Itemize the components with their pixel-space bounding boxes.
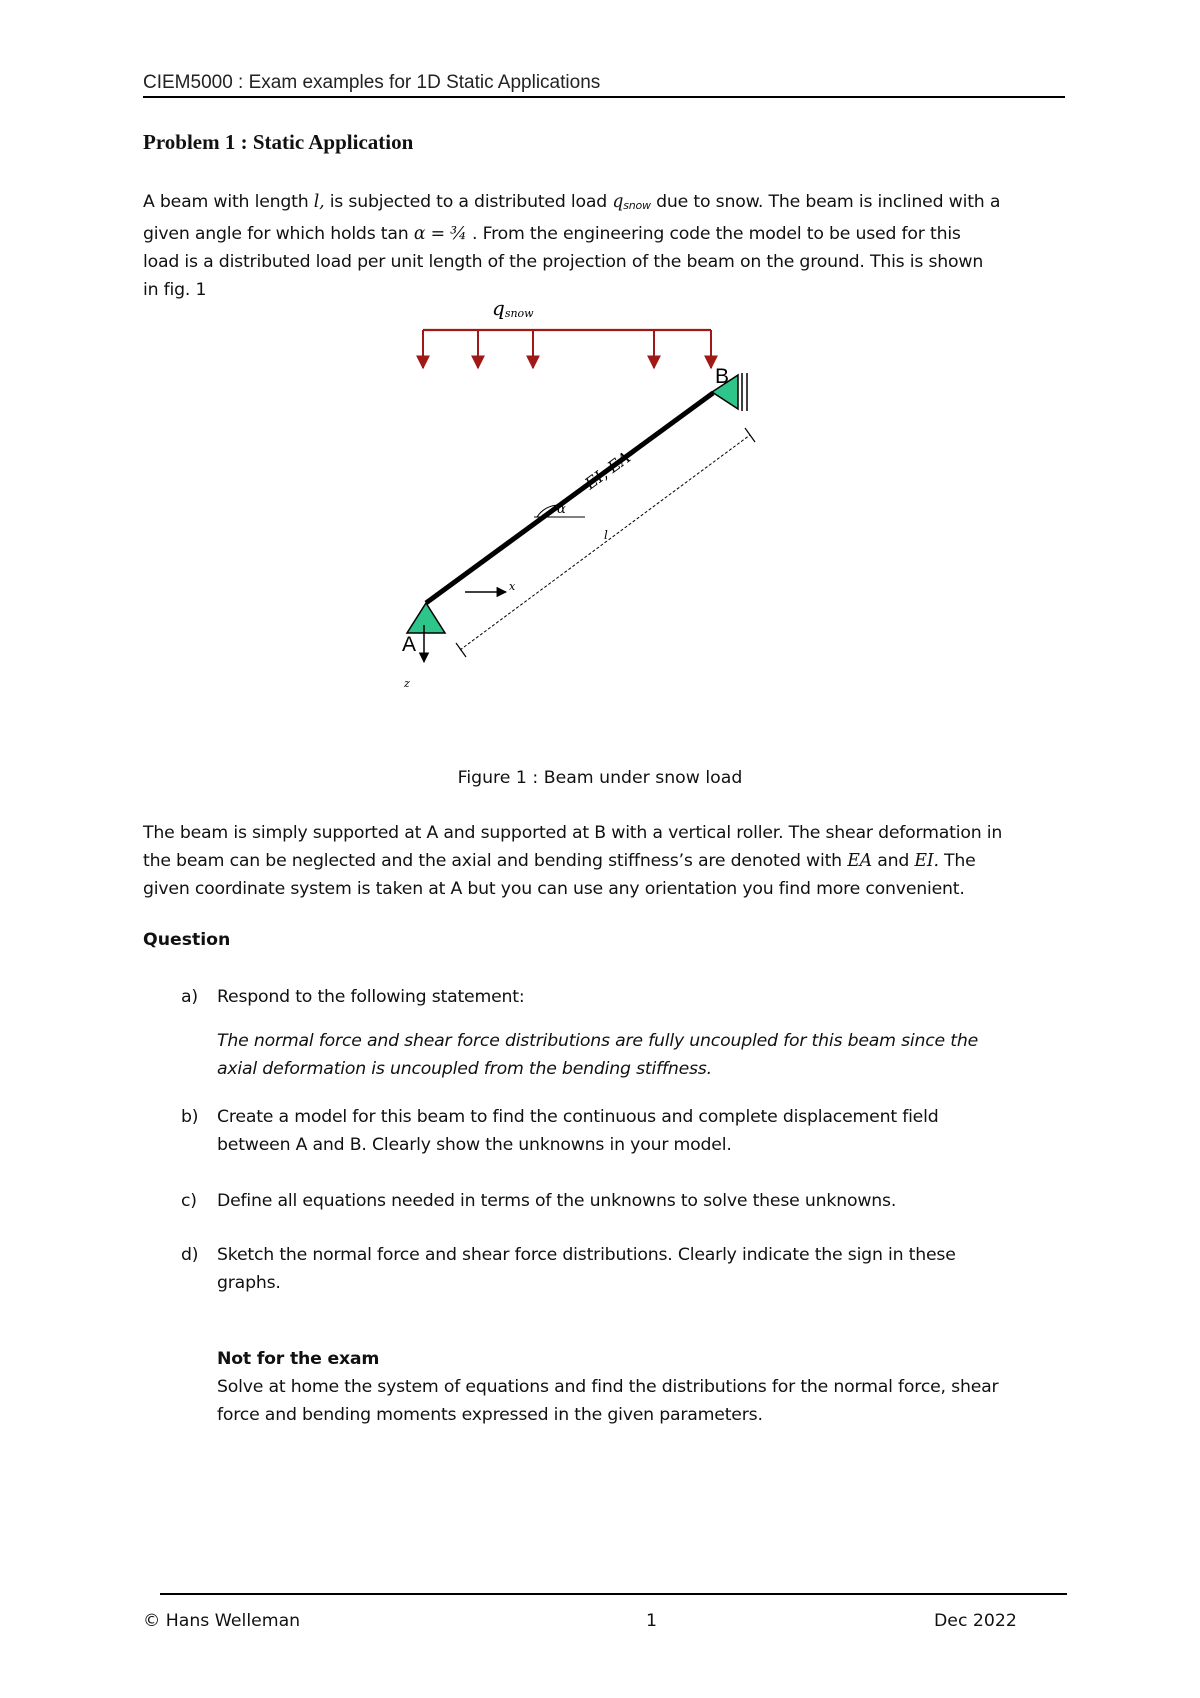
label-b: B xyxy=(715,365,730,388)
beam xyxy=(426,393,713,603)
label-a: A xyxy=(402,633,417,656)
intro-line-4: in fig. 1 xyxy=(143,280,207,300)
question-marker: d) xyxy=(181,1245,199,1265)
intro-line-3: load is a distributed load per unit length of the projection of the beam on the ground. This is shown xyxy=(143,252,984,272)
stiffness-label: EI, EA xyxy=(581,447,634,494)
angle-label: α xyxy=(557,502,566,517)
question-body xyxy=(217,983,1067,1083)
figure-caption: Figure 1 : Beam under snow load xyxy=(457,768,743,788)
extra-body xyxy=(217,1345,1067,1429)
question-body xyxy=(217,1103,1067,1159)
extra-line-1: Solve at home the system of equations and find the distributions for the normal force, shear xyxy=(217,1377,999,1397)
footer-page-number: 1 xyxy=(646,1611,657,1631)
question-heading: Question xyxy=(143,930,231,950)
intro-text: . From the engineering code the model to be used for this xyxy=(466,224,961,244)
length-symbol: l, xyxy=(313,192,325,212)
intro-text: due to snow. The beam is inclined with a xyxy=(650,192,1001,212)
support-a-pin xyxy=(407,603,445,633)
extra-heading: Not for the exam xyxy=(217,1349,380,1369)
question-a-quote-2: axial deformation is uncoupled from the bending stiffness. xyxy=(217,1059,712,1079)
angle-equation: α = ¾ xyxy=(413,224,467,244)
z-axis-label: z xyxy=(404,677,410,690)
beam-figure xyxy=(402,295,850,755)
intro-line-1 xyxy=(143,188,1073,220)
intro-line-2 xyxy=(143,220,1073,248)
support-text: The xyxy=(938,851,976,871)
header-title: CIEM5000 : Exam examples for 1D Static Applications xyxy=(143,72,601,93)
support-line-2 xyxy=(143,847,1073,875)
support-paragraph xyxy=(143,819,1073,903)
question-body xyxy=(217,1187,1067,1215)
question-body xyxy=(217,1241,1067,1297)
question-d-line-1: Sketch the normal force and shear force distributions. Clearly indicate the sign in these xyxy=(217,1245,956,1265)
footer-rule xyxy=(160,1593,1067,1595)
load-symbol: q xyxy=(612,192,624,212)
axial-stiffness-symbol: EA xyxy=(847,851,872,871)
bending-stiffness-symbol: EI. xyxy=(914,851,939,871)
question-d-line-2: graphs. xyxy=(217,1273,281,1293)
distributed-load xyxy=(423,330,711,368)
question-marker: c) xyxy=(181,1191,197,1211)
dimension-tick xyxy=(456,643,466,657)
support-text: the beam can be neglected and the axial and bending stiffness’s are denoted with xyxy=(143,851,848,871)
question-marker: a) xyxy=(181,987,198,1007)
intro-text: is subjected to a distributed load xyxy=(324,192,613,212)
intro-text: given angle for which holds tan xyxy=(143,224,414,244)
load-label-q: q xyxy=(492,296,505,320)
question-marker: b) xyxy=(181,1107,199,1127)
page-header xyxy=(143,70,1065,100)
support-line-1: The beam is simply supported at A and supported at B with a vertical roller. The shear deformation in xyxy=(143,823,1003,843)
question-a-line-1: Respond to the following statement: xyxy=(217,987,525,1007)
support-text: and xyxy=(871,851,915,871)
dimension-tick xyxy=(745,428,755,442)
extra-line-2: force and bending moments expressed in the given parameters. xyxy=(217,1405,763,1425)
load-label-subscript: snow xyxy=(504,307,534,320)
length-label: l xyxy=(604,528,608,542)
load-label xyxy=(492,296,534,320)
question-b-line-2: between A and B. Clearly show the unknowns in your model. xyxy=(217,1135,732,1155)
question-b-line-1: Create a model for this beam to find the continuous and complete displacement field xyxy=(217,1107,939,1127)
support-line-3: given coordinate system is taken at A but you can use any orientation you find more convenient. xyxy=(143,879,965,899)
question-a-quote-1: The normal force and shear force distributions are fully uncoupled for this beam since the xyxy=(217,1031,979,1051)
intro-text: A beam with length xyxy=(143,192,314,212)
intro-paragraph xyxy=(143,188,1073,304)
footer-author: © Hans Welleman xyxy=(143,1611,301,1631)
footer-date: Dec 2022 xyxy=(934,1611,1017,1631)
load-symbol-subscript: snow xyxy=(623,199,651,212)
question-c-line-1: Define all equations needed in terms of the unknowns to solve these unknowns. xyxy=(217,1191,897,1211)
header-rule xyxy=(143,96,1065,98)
problem-title: Problem 1 : Static Application xyxy=(143,130,414,154)
x-axis-label: x xyxy=(509,580,516,593)
